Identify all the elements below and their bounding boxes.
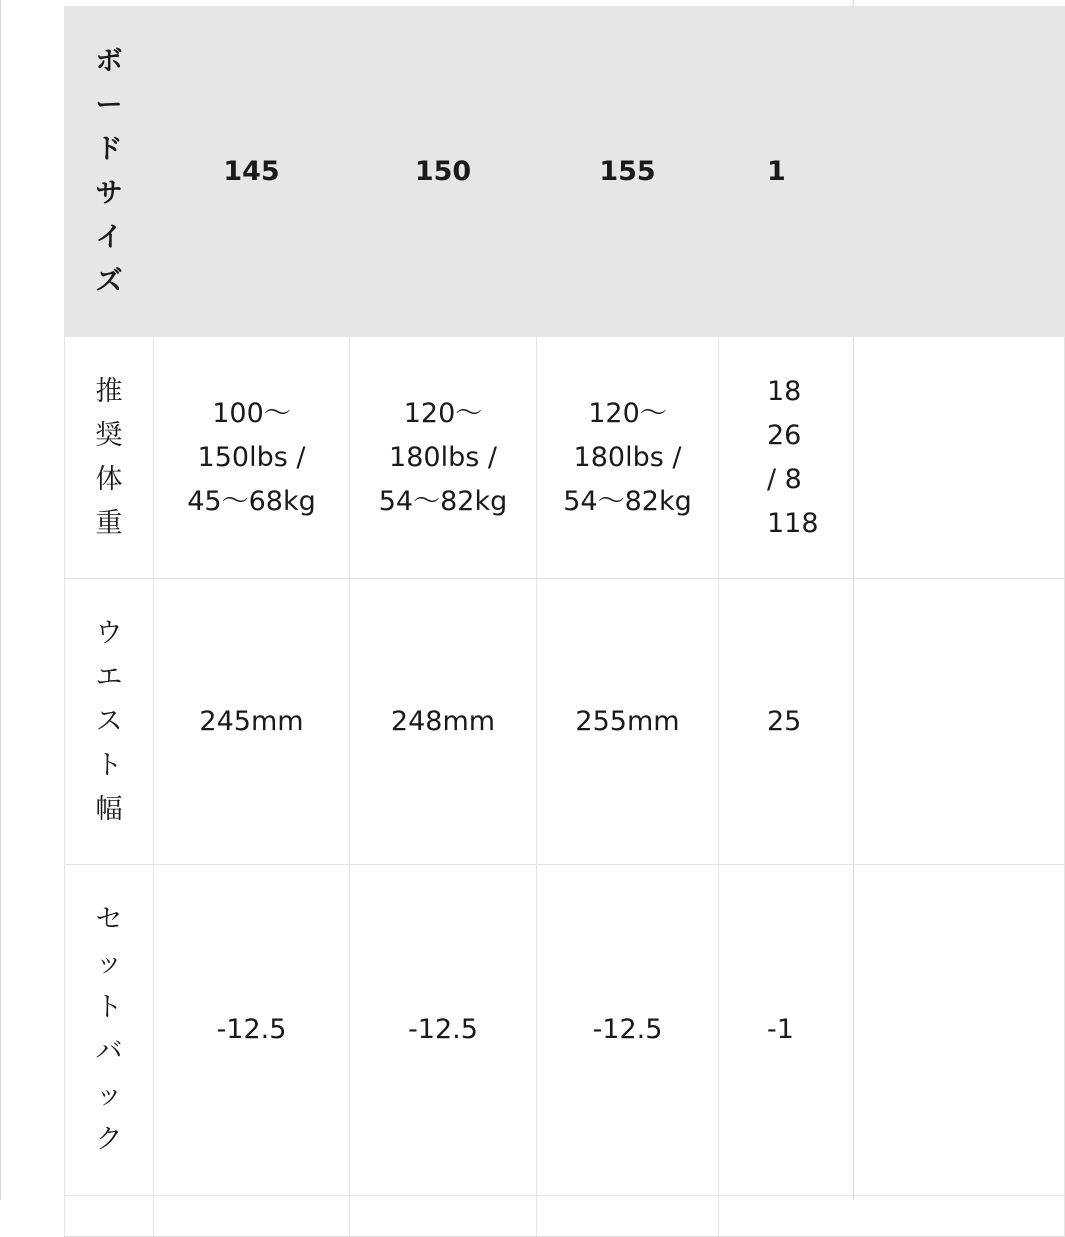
table-cell: -12.5 [350, 865, 537, 1196]
table-row [65, 337, 1065, 579]
size-145: 145 [223, 155, 280, 187]
header-row [65, 7, 1065, 337]
row-label-cell [65, 579, 154, 865]
table-row [65, 579, 1065, 865]
table-cell: 248mm [350, 579, 537, 865]
size-150: 150 [414, 155, 472, 187]
table-cell: 255mm [537, 579, 719, 865]
table-cell: 100〜150lbs / 45〜68kg [154, 337, 350, 579]
table-cell-clipped: -1 [719, 865, 1065, 1196]
table-cell [719, 1196, 1065, 1237]
table-cell [350, 1196, 537, 1237]
table-cell: 120〜180lbs / 54〜82kg [350, 337, 537, 579]
table-cell: -12.5 [537, 865, 719, 1196]
header-size-cell [350, 7, 537, 337]
table-cell-clipped: 25 [719, 579, 1065, 865]
table-cell [65, 1196, 154, 1237]
row-label-cell [65, 865, 154, 1196]
size-next-clipped: 1 [767, 155, 786, 187]
table-row [65, 865, 1065, 1196]
row-label-cell [65, 337, 154, 579]
table-row-partial [65, 1196, 1065, 1237]
table-cell: 120〜180lbs / 54〜82kg [537, 337, 719, 579]
header-label-cell [65, 7, 154, 337]
table-cell [154, 1196, 350, 1237]
spec-table-scroll-area[interactable] [64, 6, 819, 1200]
header-size-cell [537, 7, 719, 337]
table-cell-clipped: 18 26 / 8 118 [719, 337, 1065, 579]
table-cell: -12.5 [154, 865, 350, 1196]
recommended-weight-label: 推奨体重 [95, 375, 123, 539]
size-155: 155 [599, 155, 656, 187]
header-size-cell [719, 7, 1065, 337]
table-cell [537, 1196, 719, 1237]
board-size-label: ボードサイズ [95, 45, 123, 297]
header-size-cell [154, 7, 350, 337]
table-cell: 245mm [154, 579, 350, 865]
waist-width-label: ウエスト幅 [95, 617, 123, 825]
setback-label: セットバック [95, 904, 123, 1155]
board-spec-table [64, 6, 1065, 1237]
